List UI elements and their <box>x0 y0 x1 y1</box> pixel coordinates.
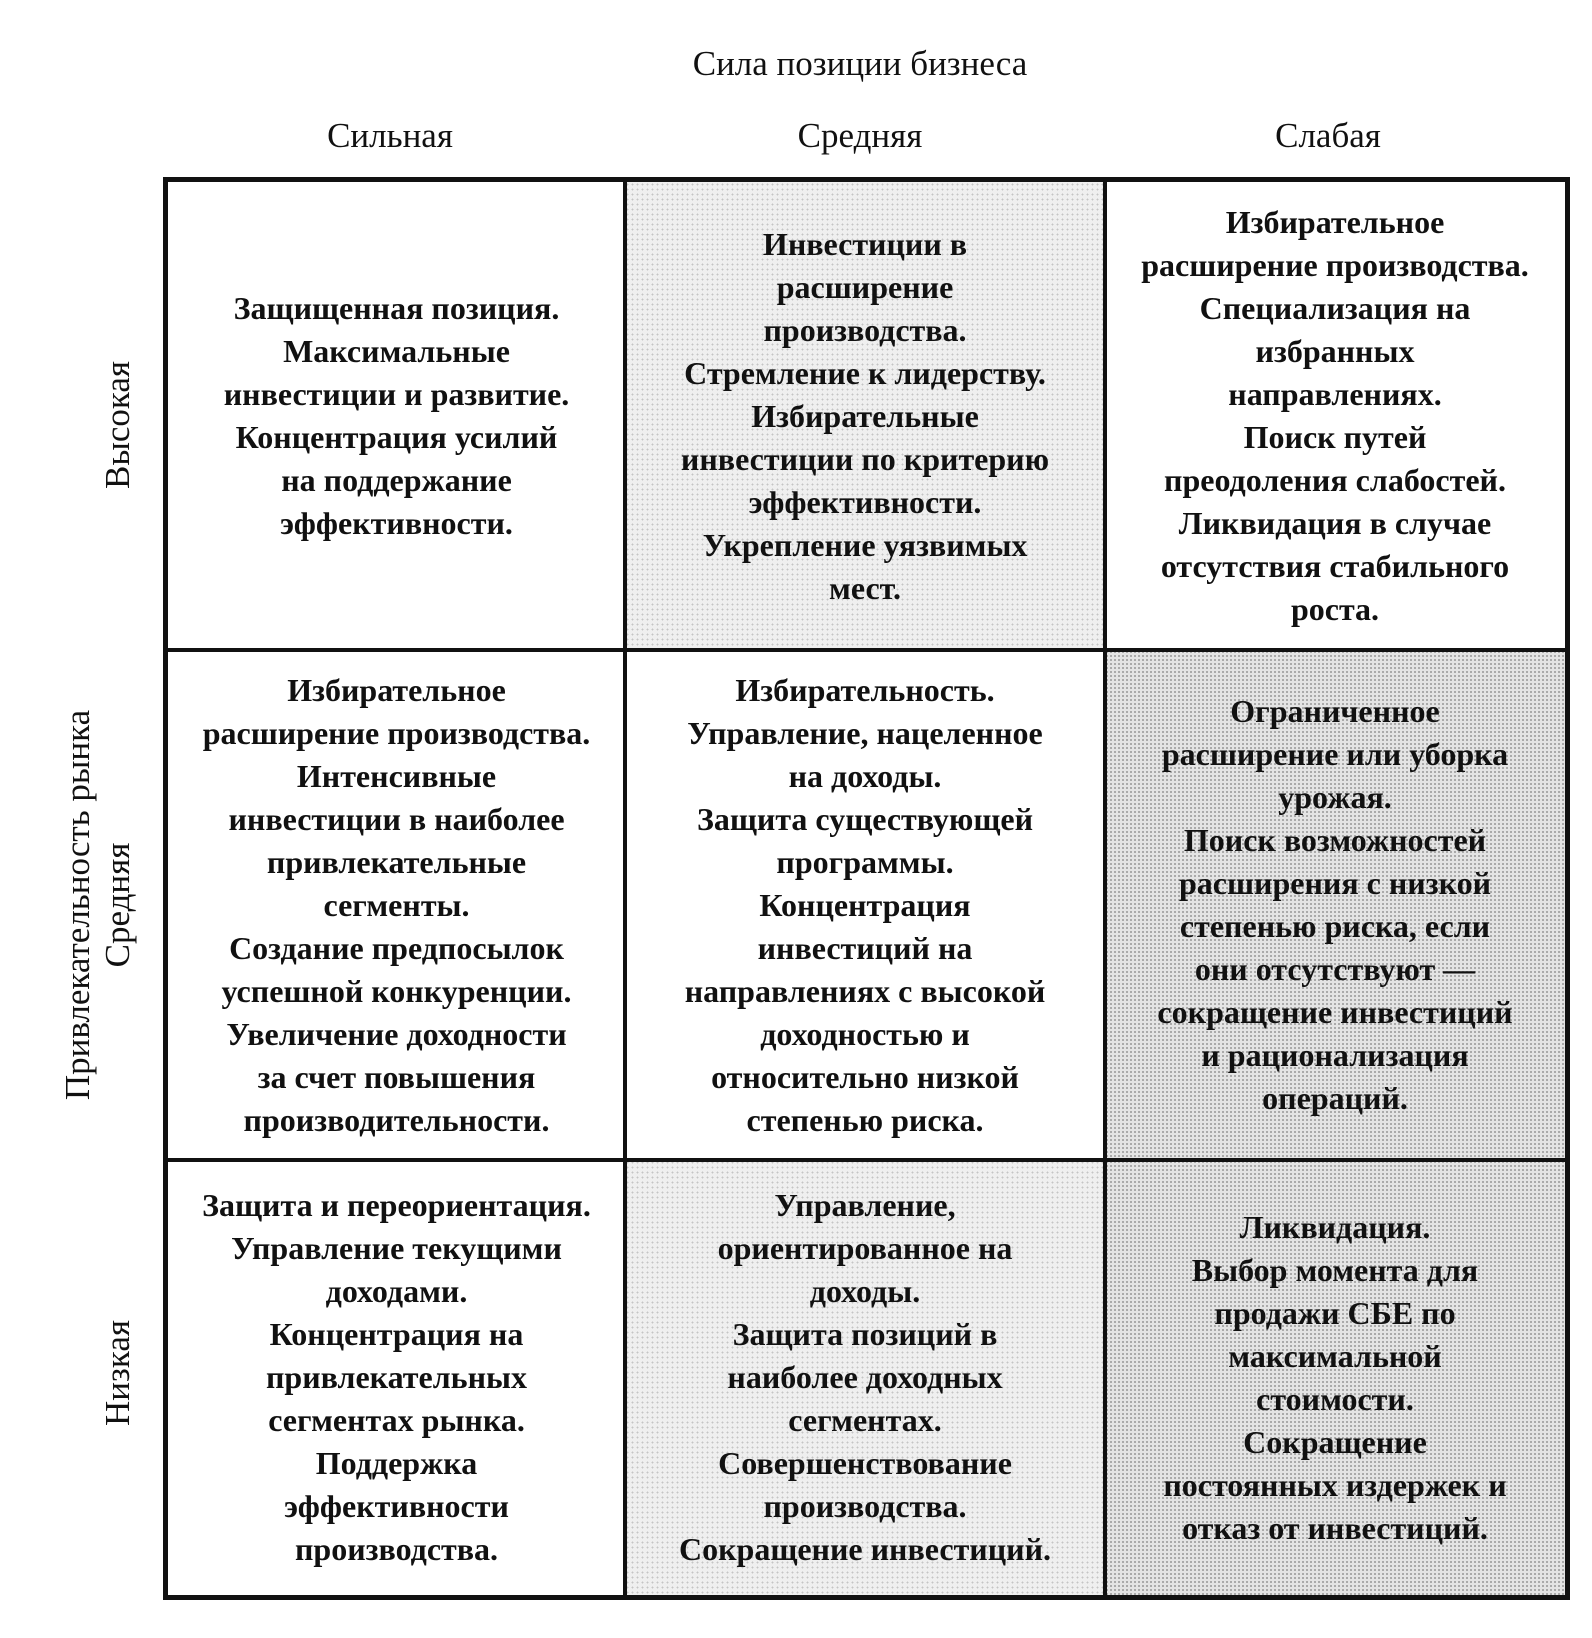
cell-line: доходами. <box>325 1273 468 1309</box>
cell-line: урожая. <box>1278 779 1392 815</box>
cell-line: инвестиции и развитие. <box>223 376 570 412</box>
cell-line: операций. <box>1262 1080 1408 1116</box>
cell-text <box>631 669 1099 1142</box>
cell-line: они отсутствуют — <box>1194 951 1476 987</box>
cell-medium-medium <box>625 650 1105 1160</box>
cell-low-weak <box>1105 1160 1565 1595</box>
cell-line: успешной конкуренции. <box>221 972 572 1009</box>
cell-line: Защита существующей <box>696 800 1034 837</box>
cell-line: Поиск возможностей <box>1183 822 1487 858</box>
cell-line: и рационализация <box>1201 1037 1469 1073</box>
cell-line: Избирательные <box>751 397 979 434</box>
cell-line: Управление, <box>774 1187 956 1223</box>
row-header-medium: Средняя <box>98 842 137 968</box>
cell-line: эффективности. <box>280 505 513 541</box>
cell-low-strong <box>168 1160 625 1595</box>
cell-line: направлениях с высокой <box>684 972 1046 1009</box>
cell-line: Избирательное <box>287 671 506 708</box>
cell-text <box>174 1184 619 1571</box>
cell-line: наиболее доходных <box>727 1359 1003 1395</box>
cell-line: производительности. <box>243 1101 550 1138</box>
cell-line: направлениях. <box>1228 376 1442 412</box>
column-header-medium: Средняя <box>797 116 923 155</box>
cell-line: Защищенная позиция. <box>233 290 560 326</box>
cell-line: сокращение инвестиций <box>1157 994 1513 1030</box>
cell-line: производства. <box>763 1488 967 1524</box>
cell-line: Управление текущими <box>231 1230 562 1266</box>
cell-line: Создание предпосылок <box>229 929 564 966</box>
cell-line: Совершенствование <box>718 1445 1012 1481</box>
cell-line: Укрепление уязвимых <box>702 526 1028 563</box>
cell-line: Сокращение <box>1243 1423 1427 1460</box>
row-header-high: Высокая <box>98 360 137 490</box>
cell-line: Избирательность. <box>735 671 995 708</box>
cell-text <box>174 669 619 1142</box>
cell-line: расширения с низкой <box>1178 865 1492 901</box>
cell-line: Управление, нацеленное <box>687 714 1043 751</box>
grid-divider <box>168 1158 1565 1162</box>
row-header-low: Низкая <box>98 1320 137 1426</box>
cell-line: Специализация на <box>1199 290 1471 326</box>
cell-line: Стремление к лидерству. <box>684 354 1046 391</box>
cell-line: отсутствия стабильного <box>1160 548 1510 584</box>
cell-line: степенью риска. <box>746 1101 984 1138</box>
cell-line: программы. <box>776 843 954 880</box>
cell-line: степенью риска, если <box>1179 908 1491 944</box>
cell-line: на поддержание <box>281 462 512 498</box>
cell-line: Интенсивные <box>296 757 497 794</box>
cell-line: Концентрация усилий <box>235 419 558 455</box>
cell-line: сегменты. <box>323 886 470 923</box>
cell-line: инвестиций на <box>757 929 973 966</box>
cell-line: производства. <box>294 1531 499 1567</box>
cell-line: ориентированное на <box>717 1230 1013 1266</box>
cell-line: привлекательные <box>266 843 527 880</box>
cell-text <box>174 287 619 545</box>
cell-line: относительно низкой <box>711 1058 1019 1095</box>
cell-text <box>631 1184 1099 1571</box>
cell-line: Концентрация <box>759 886 971 923</box>
cell-line: преодоления слабостей. <box>1164 462 1506 498</box>
grid-divider <box>623 182 627 1595</box>
cell-line: Выбор момента для <box>1191 1251 1479 1288</box>
cell-line: Защита позиций в <box>732 1316 998 1352</box>
cell-line: избранных <box>1255 333 1415 369</box>
cell-line: Ограниченное <box>1230 693 1440 729</box>
cell-line: Максимальные <box>283 333 510 369</box>
cell-high-strong <box>168 182 625 650</box>
y-axis-title: Привлекательность рынка <box>58 709 97 1101</box>
cell-line: роста. <box>1290 591 1380 627</box>
cell-line: расширение производства. <box>1141 247 1529 283</box>
cell-line: привлекательных <box>265 1359 528 1395</box>
cell-line: сегментах. <box>788 1402 942 1438</box>
cell-medium-weak <box>1105 650 1565 1160</box>
cell-line: расширение производства. <box>202 714 591 751</box>
cell-text <box>1111 201 1559 631</box>
cell-line: Ликвидация. <box>1239 1208 1431 1245</box>
cell-text <box>1111 690 1559 1120</box>
cell-line: расширение или уборка <box>1161 736 1509 772</box>
x-axis-title: Сила позиции бизнеса <box>692 44 1028 83</box>
cell-line: эффективности. <box>748 483 982 520</box>
cell-line: инвестиции по критерию <box>680 440 1050 477</box>
cell-line: отказ от инвестиций. <box>1182 1509 1488 1546</box>
cell-line: Ликвидация в случае <box>1178 505 1492 541</box>
cell-line: Избирательное <box>1225 204 1445 240</box>
cell-line: Поиск путей <box>1243 419 1427 455</box>
cell-line: производства. <box>763 311 967 348</box>
cell-line: инвестиции в наиболее <box>228 800 565 837</box>
cell-line: мест. <box>829 569 901 606</box>
cell-line: за счет повышения <box>257 1058 536 1095</box>
cell-line: Защита и переориентация. <box>202 1187 591 1223</box>
cell-line: стоимости. <box>1256 1380 1414 1417</box>
cell-line: максимальной <box>1228 1337 1442 1374</box>
cell-text <box>1111 1206 1559 1550</box>
strategy-matrix <box>163 177 1570 1600</box>
cell-high-medium <box>625 182 1105 650</box>
cell-line: Увеличение доходности <box>226 1015 567 1052</box>
cell-line: эффективности <box>284 1488 509 1524</box>
cell-line: доходы. <box>809 1273 921 1309</box>
cell-line: продажи СБЕ по <box>1214 1294 1456 1331</box>
cell-line: Инвестиции в <box>762 225 968 262</box>
cell-line: постоянных издержек и <box>1163 1466 1507 1503</box>
column-header-weak: Слабая <box>1275 116 1381 155</box>
cell-line: Поддержка <box>315 1445 478 1481</box>
cell-text <box>631 223 1099 610</box>
cell-line: Концентрация на <box>269 1316 524 1352</box>
cell-high-weak <box>1105 182 1565 650</box>
column-header-strong: Сильная <box>327 116 453 155</box>
cell-low-medium <box>625 1160 1105 1595</box>
cell-line: расширение <box>776 268 954 305</box>
grid-divider <box>168 648 1565 652</box>
cell-medium-strong <box>168 650 625 1160</box>
cell-line: Сокращение инвестиций. <box>678 1531 1052 1567</box>
cell-line: доходностью и <box>760 1015 970 1052</box>
grid-divider <box>1103 182 1107 1595</box>
cell-line: на доходы. <box>788 757 942 794</box>
cell-line: сегментах рынка. <box>268 1402 525 1438</box>
